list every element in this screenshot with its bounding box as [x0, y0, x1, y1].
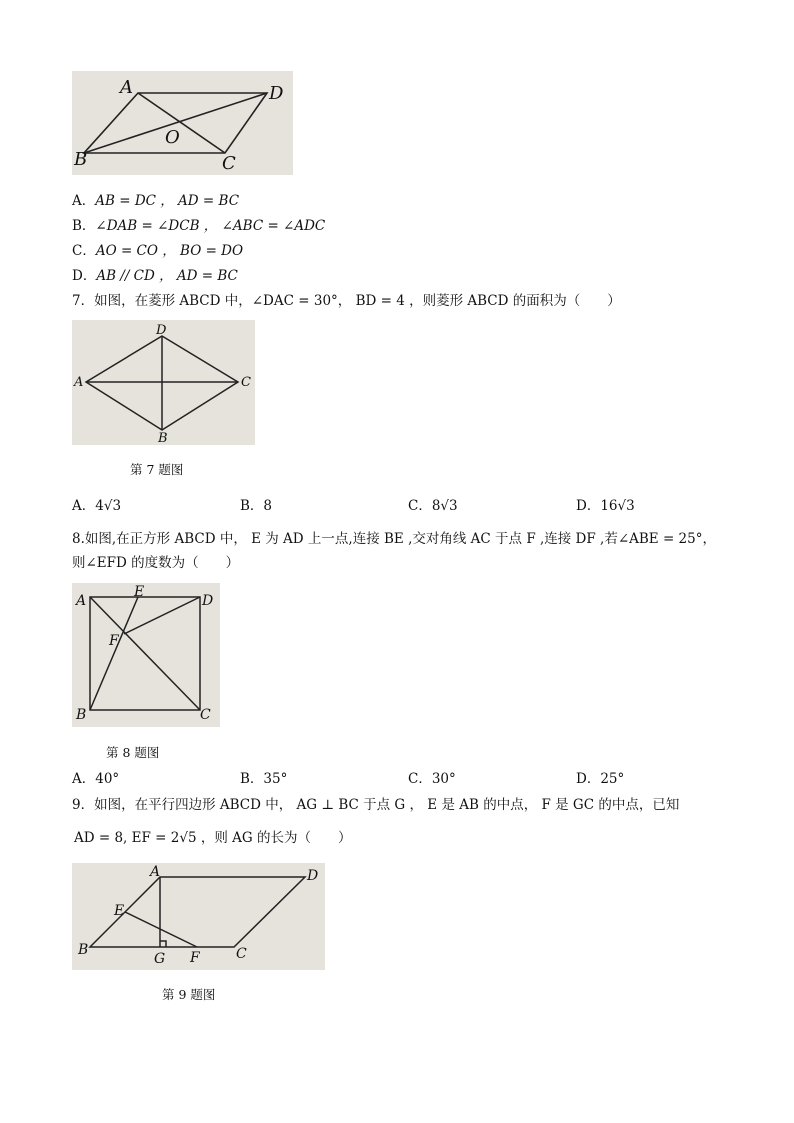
option-letter: A．	[72, 193, 96, 209]
q8-figure	[72, 583, 220, 727]
q9-label-g: G	[154, 951, 166, 967]
q6-label-c: C	[222, 153, 236, 174]
q6-option-a[interactable]	[72, 189, 239, 209]
q8-label-f: F	[109, 633, 119, 649]
option-text: 16√3	[600, 498, 635, 514]
q9-figure	[72, 863, 325, 970]
option-letter: A．	[72, 771, 96, 787]
option-letter: C．	[408, 498, 432, 514]
q6-option-b[interactable]	[72, 214, 325, 234]
q8-label-d: D	[202, 593, 214, 609]
q6-option-d[interactable]	[72, 264, 238, 284]
option-text: 25°	[600, 771, 625, 787]
q7-label-b: B	[158, 431, 168, 445]
option-letter: D．	[576, 771, 601, 787]
q9-label-f: F	[190, 950, 200, 966]
option-text: 8	[263, 498, 273, 514]
q9-stem-line1: 9．如图，在平行四边形 ABCD 中， AG ⊥ BC 于点 G ， E 是 AB 的中点， F 是 GC 的中点，已知	[72, 797, 680, 813]
q8-label-a: A	[76, 593, 87, 609]
q9-label-d: D	[307, 868, 319, 884]
option-text: 4√3	[95, 498, 122, 514]
option-letter: D．	[72, 268, 97, 284]
q7-label-d: D	[156, 323, 167, 338]
q8-option-a[interactable]	[72, 767, 119, 787]
option-text: 30°	[431, 771, 456, 787]
q6-label-b: B	[74, 149, 88, 170]
q8-label-b: B	[76, 707, 87, 723]
option-text: 8√3	[431, 498, 458, 514]
option-text: AB // CD ， AD = BC	[96, 268, 238, 284]
q8-option-c[interactable]	[408, 767, 456, 787]
option-text: ∠DAB = ∠DCB ， ∠ABC = ∠ADC	[95, 218, 326, 234]
q7-caption: 第 7 题图	[130, 462, 184, 477]
q7-option-d[interactable]	[576, 494, 635, 514]
option-letter: A．	[72, 498, 96, 514]
option-text: 40°	[95, 771, 120, 787]
option-letter: D．	[576, 498, 601, 514]
q6-label-d: D	[269, 83, 284, 104]
q9-label-a: A	[150, 864, 161, 880]
q9-label-c: C	[236, 946, 247, 962]
q8-stem-line2: 则∠EFD 的度数为（ ）	[72, 555, 240, 571]
q8-label-e: E	[134, 584, 145, 600]
q7-option-c[interactable]	[408, 494, 458, 514]
q9-stem-line2: AD = 8, EF = 2√5 ，则 AG 的长为（ ）	[74, 830, 352, 846]
option-letter: B．	[240, 498, 264, 514]
option-letter: C．	[408, 771, 432, 787]
q7-label-a: A	[74, 375, 84, 390]
q9-caption: 第 9 题图	[162, 987, 216, 1002]
q6-label-o: O	[165, 127, 180, 148]
option-letter: C．	[72, 243, 96, 259]
q7-stem: 7．如图，在菱形 ABCD 中，∠DAC = 30°， BD = 4 ，则菱形 ABCD 的面积为（ ）	[72, 293, 621, 309]
q8-label-c: C	[200, 707, 211, 723]
option-text: AO = CO ， BO = DO	[95, 243, 244, 259]
q6-label-a: A	[120, 77, 133, 98]
q8-option-b[interactable]	[240, 767, 287, 787]
q8-option-d[interactable]	[576, 767, 624, 787]
q9-label-e: E	[114, 903, 125, 919]
q9-label-b: B	[78, 942, 89, 958]
q7-label-c: C	[241, 375, 251, 390]
q6-option-c[interactable]	[72, 239, 243, 259]
option-text: 35°	[263, 771, 288, 787]
q7-option-b[interactable]	[240, 494, 272, 514]
q8-stem-line1: 8.如图,在正方形 ABCD 中， E 为 AD 上一点,连接 BE ,交对角线 AC 于点 F ,连接 DF ,若∠ABE = 25°，	[72, 531, 716, 547]
q6-figure	[72, 71, 293, 175]
option-letter: B．	[72, 218, 96, 234]
q7-figure	[72, 320, 255, 445]
option-text: AB = DC ， AD = BC	[95, 193, 240, 209]
option-letter: B．	[240, 771, 264, 787]
q8-caption: 第 8 题图	[106, 745, 160, 760]
q7-option-a[interactable]	[72, 494, 121, 514]
